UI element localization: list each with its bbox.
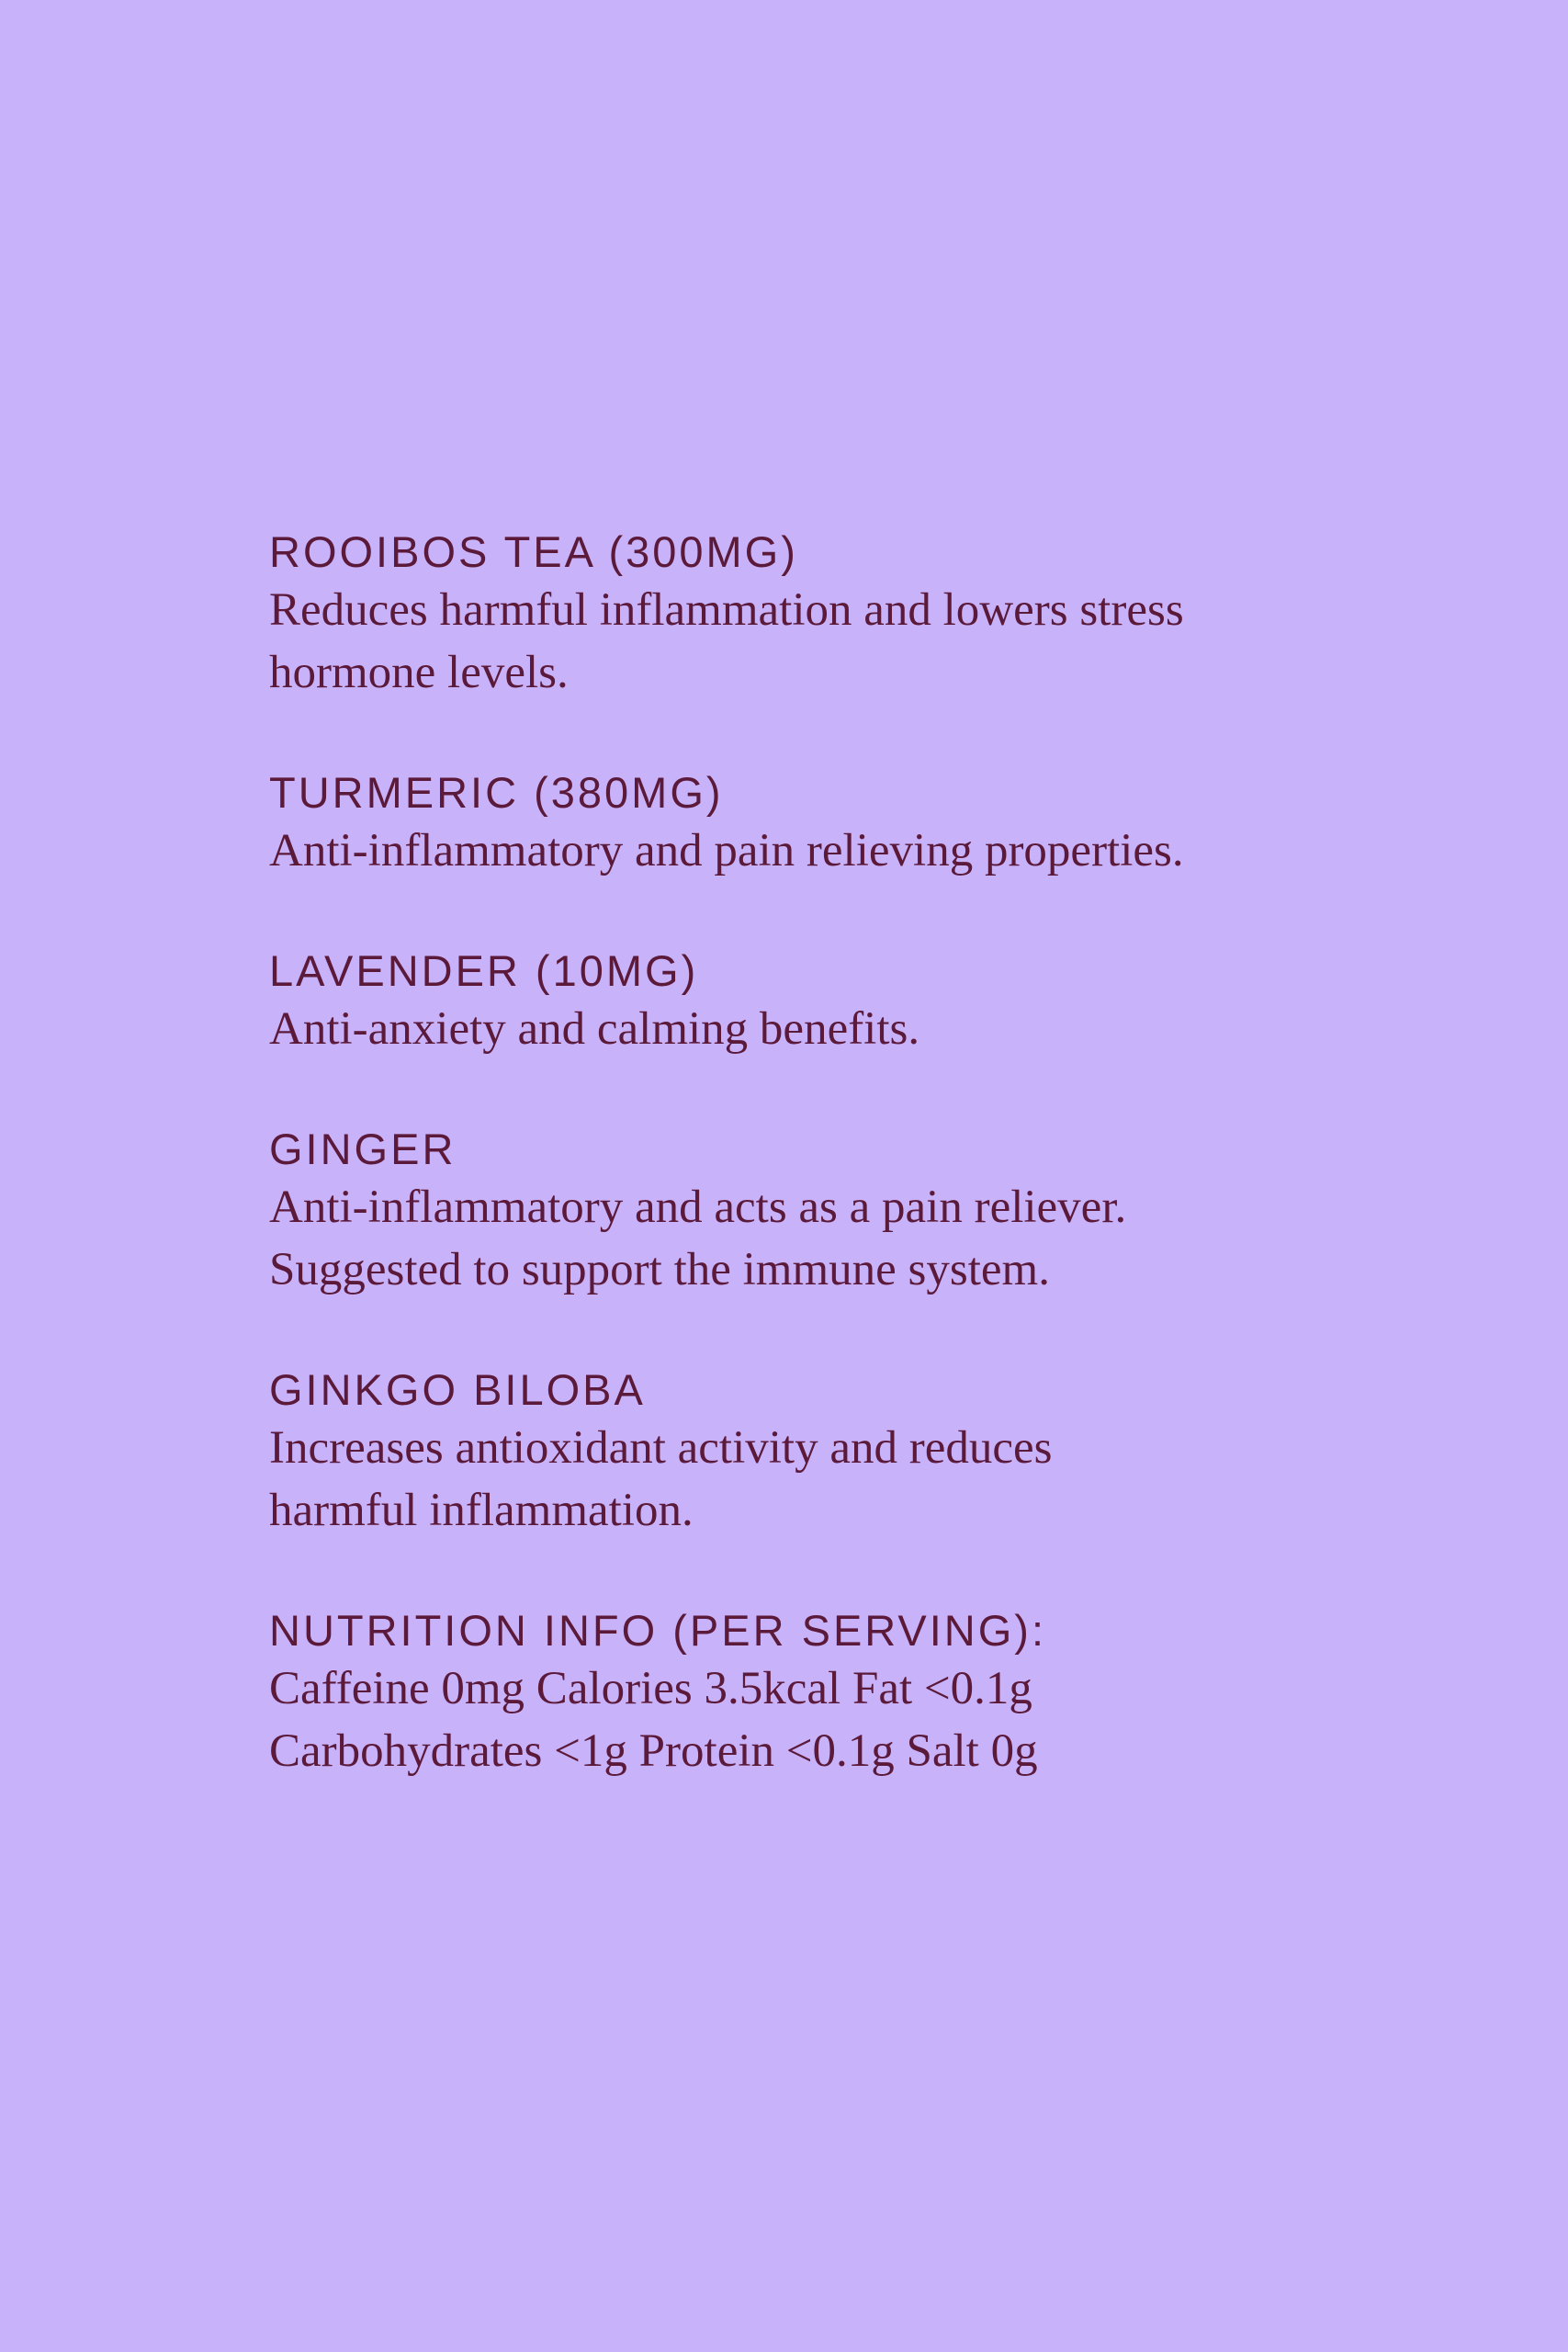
ingredient-ginkgo-biloba: [269, 1363, 1371, 1542]
ingredient-description: [269, 1417, 1371, 1542]
ingredient-heading: GINGER: [269, 1125, 457, 1173]
ingredient-description: [269, 1176, 1371, 1301]
description-line: Anti-inflammatory and pain relieving properties.: [269, 825, 1184, 876]
description-line: Anti-anxiety and calming benefits.: [269, 1003, 920, 1055]
ingredient-heading: GINKGO BILOBA: [269, 1365, 646, 1414]
nutrition-info: [269, 1604, 1371, 1782]
ingredient-turmeric: [269, 766, 1371, 882]
ingredient-rooibos: [269, 526, 1371, 704]
description-line: Reduces harmful inflammation and lowers stress: [269, 584, 1184, 636]
ingredient-lavender: [269, 944, 1371, 1060]
ingredient-description: [269, 998, 1371, 1060]
nutrition-line: Caffeine 0mg Calories 3.5kcal Fat <0.1g: [269, 1663, 1032, 1714]
description-line: Anti-inflammatory and acts as a pain reliever.: [269, 1182, 1127, 1233]
description-line: Increases antioxidant activity and reduces: [269, 1422, 1053, 1474]
description-line: harmful inflammation.: [269, 1485, 694, 1536]
ingredients-list: [269, 526, 1371, 1845]
description-line: Suggested to support the immune system.: [269, 1244, 1050, 1295]
ingredient-description: [269, 820, 1371, 882]
nutrition-heading: NUTRITION INFO (PER SERVING):: [269, 1606, 1046, 1655]
ingredient-heading: TURMERIC (380MG): [269, 768, 724, 817]
nutrition-line: Carbohydrates <1g Protein <0.1g Salt 0g: [269, 1725, 1038, 1777]
ingredient-heading: LAVENDER (10MG): [269, 946, 699, 995]
ingredient-ginger: [269, 1123, 1371, 1301]
ingredient-description: [269, 579, 1371, 704]
nutrition-values: [269, 1657, 1371, 1782]
description-line: hormone levels.: [269, 647, 569, 698]
ingredient-heading: ROOIBOS TEA (300MG): [269, 527, 798, 576]
